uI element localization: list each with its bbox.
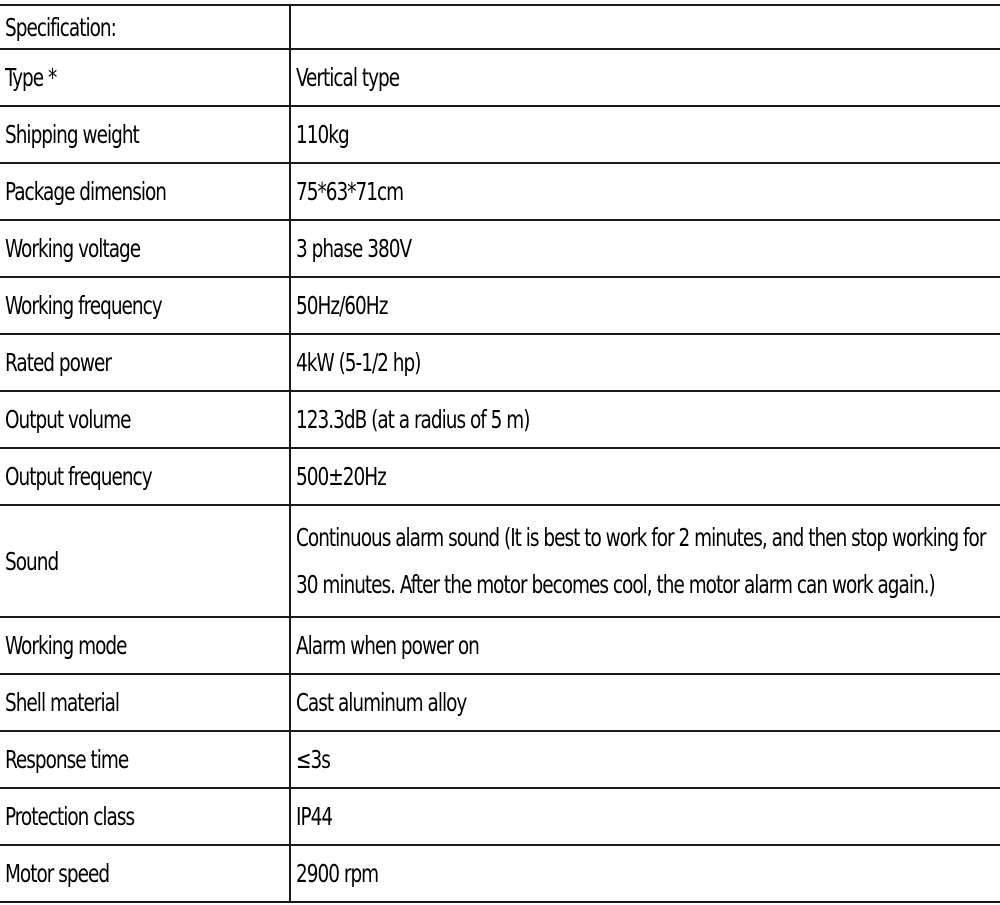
row-label: Response time <box>5 745 129 774</box>
header-label: Specification: <box>5 12 116 42</box>
row-label-cell <box>0 277 290 334</box>
row-label: Shell material <box>5 688 120 717</box>
row-label: Working frequency <box>5 291 162 320</box>
header-label-cell <box>0 5 290 49</box>
row-label: Shipping weight <box>5 120 139 149</box>
row-value-cell <box>290 505 1000 617</box>
specification-table <box>0 4 1000 903</box>
table-row <box>0 334 1000 391</box>
row-value-cell <box>290 163 1000 220</box>
row-label: Type * <box>5 63 57 92</box>
row-label-cell <box>0 163 290 220</box>
table-row <box>0 163 1000 220</box>
row-value-cell <box>290 277 1000 334</box>
row-label: Output frequency <box>5 462 152 491</box>
row-label-cell <box>0 106 290 163</box>
table-row <box>0 391 1000 448</box>
row-label: Working voltage <box>5 234 141 263</box>
row-value: Vertical type <box>296 63 400 92</box>
header-value-cell <box>290 5 1000 49</box>
table-row <box>0 505 1000 617</box>
row-value-cell <box>290 788 1000 845</box>
row-value: IP44 <box>296 802 333 831</box>
row-label-cell <box>0 674 290 731</box>
row-label-cell <box>0 617 290 674</box>
row-value-cell <box>290 731 1000 788</box>
row-value: 50Hz/60Hz <box>296 291 388 320</box>
table-row <box>0 731 1000 788</box>
row-value-cell <box>290 448 1000 505</box>
row-value: 110kg <box>296 120 350 149</box>
row-label-cell <box>0 731 290 788</box>
row-value-cell <box>290 391 1000 448</box>
row-value-cell <box>290 49 1000 106</box>
row-label-cell <box>0 334 290 391</box>
row-label-cell <box>0 49 290 106</box>
row-value: Cast aluminum alloy <box>296 688 467 717</box>
row-value: 123.3dB (at a radius of 5 m) <box>296 405 530 434</box>
row-value: 4kW (5-1/2 hp) <box>296 348 421 377</box>
row-value: 2900 rpm <box>296 859 379 888</box>
row-label: Rated power <box>5 348 111 377</box>
table-row <box>0 788 1000 845</box>
row-value-cell <box>290 674 1000 731</box>
row-value: 75*63*71cm <box>296 177 404 206</box>
row-value-cell <box>290 617 1000 674</box>
row-value-cell <box>290 106 1000 163</box>
table-row <box>0 845 1000 902</box>
row-label: Protection class <box>5 802 135 831</box>
table-row <box>0 448 1000 505</box>
table-row <box>0 674 1000 731</box>
row-value-cell <box>290 845 1000 902</box>
row-value: 500±20Hz <box>296 462 387 491</box>
row-label-cell <box>0 391 290 448</box>
table-row <box>0 277 1000 334</box>
row-value: Alarm when power on <box>296 631 480 660</box>
row-label: Working mode <box>5 631 127 660</box>
table-row <box>0 106 1000 163</box>
row-label: Package dimension <box>5 177 167 206</box>
row-value-cell <box>290 220 1000 277</box>
row-label-cell <box>0 505 290 617</box>
table-row <box>0 220 1000 277</box>
table-header-row <box>0 5 1000 49</box>
row-label: Output volume <box>5 405 131 434</box>
row-value: ≤3s <box>296 745 331 774</box>
row-label-cell <box>0 845 290 902</box>
row-value-cell <box>290 334 1000 391</box>
row-value: Continuous alarm sound (It is best to work for 2 minutes, and then stop working for 30 minutes. After the motor becomes cool, the motor alarm can work again.) <box>296 523 986 599</box>
row-label: Sound <box>5 546 59 576</box>
row-value: 3 phase 380V <box>296 234 412 263</box>
table-row <box>0 617 1000 674</box>
table-row <box>0 49 1000 106</box>
row-label-cell <box>0 788 290 845</box>
row-label-cell <box>0 220 290 277</box>
row-label: Motor speed <box>5 859 110 888</box>
row-label-cell <box>0 448 290 505</box>
